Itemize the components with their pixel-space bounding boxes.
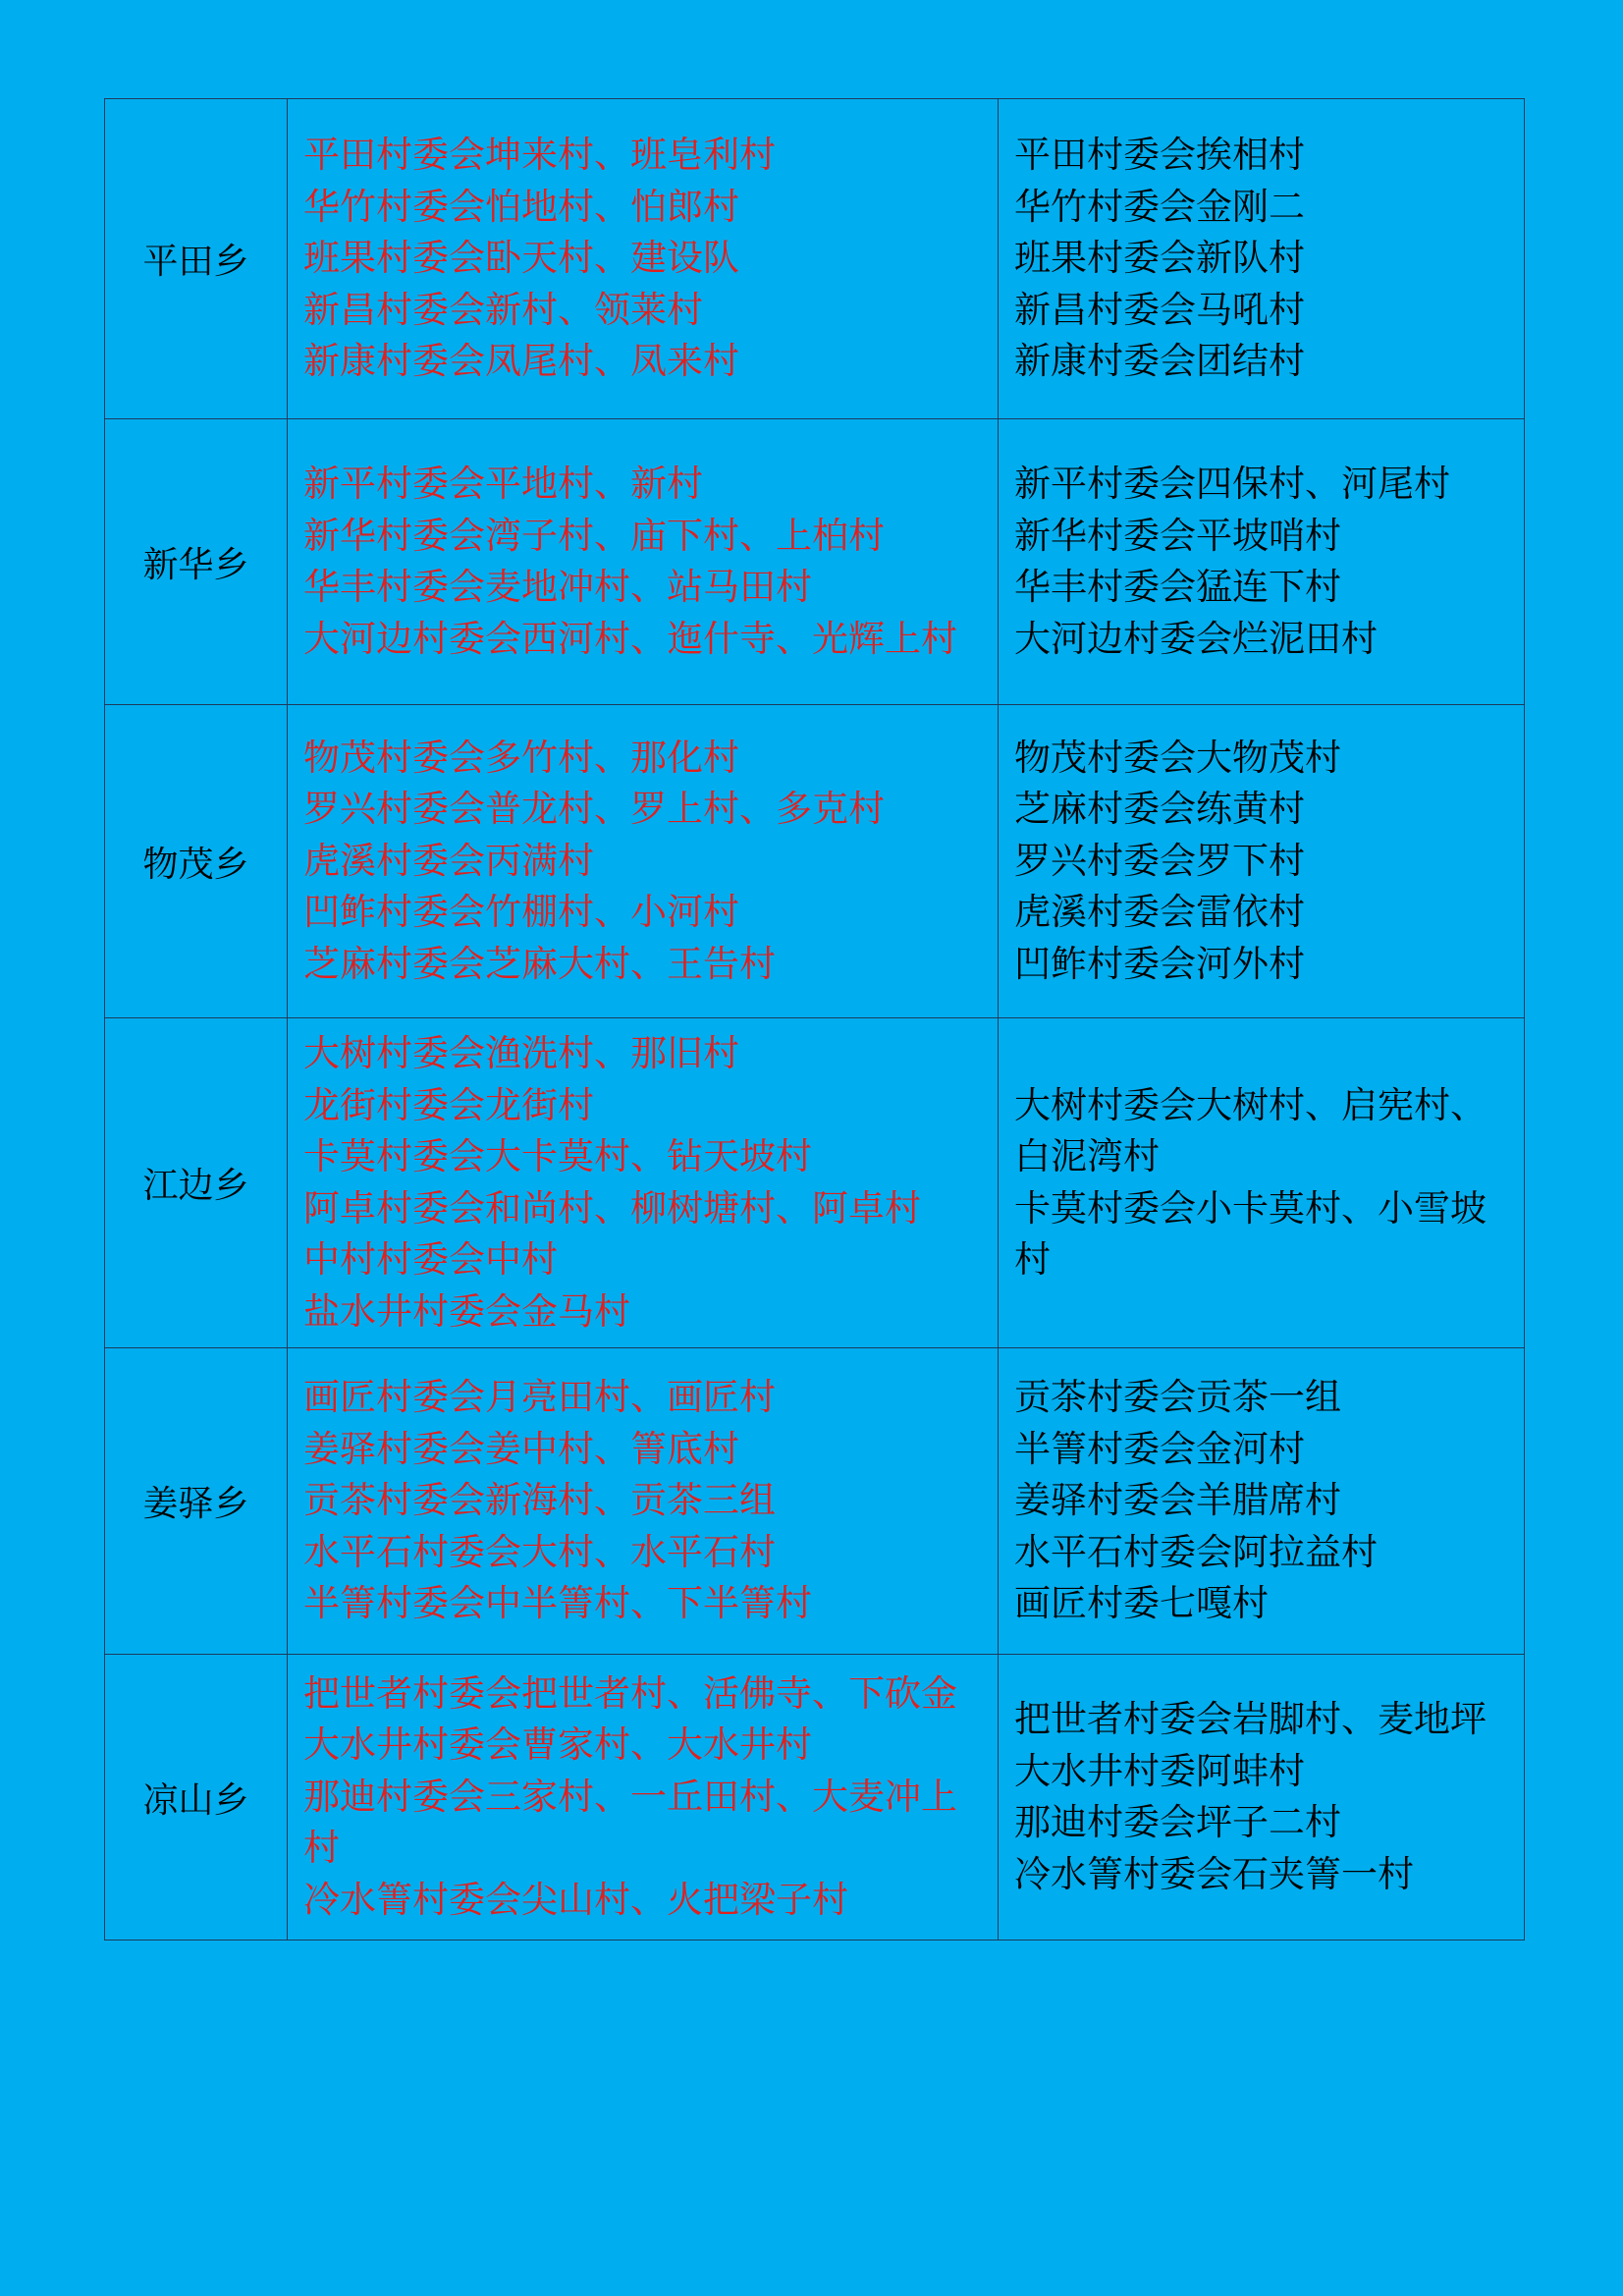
black-village-line: 大水井村委阿蚌村 bbox=[1014, 1749, 1305, 1792]
black-village-line: 新昌村委会马吼村 bbox=[1014, 288, 1305, 331]
red-village-line: 芝麻村委会芝麻大村、王告村 bbox=[303, 942, 776, 985]
red-village-line: 新华村委会湾子村、庙下村、上柏村 bbox=[303, 514, 885, 557]
table-row bbox=[105, 705, 1525, 1018]
black-village-line: 凹鲊村委会河外村 bbox=[1014, 942, 1305, 985]
black-village-list bbox=[999, 1348, 1525, 1655]
black-village-line: 水平石村委会阿拉益村 bbox=[1014, 1530, 1378, 1573]
red-village-line: 龙街村委会龙街村 bbox=[303, 1083, 594, 1126]
red-village-line: 新康村委会凤尾村、凤来村 bbox=[303, 340, 739, 383]
red-village-list bbox=[288, 705, 999, 1018]
red-village-line: 华竹村委会怕地村、怕郎村 bbox=[303, 185, 739, 228]
black-village-line: 贡茶村委会贡茶一组 bbox=[1014, 1376, 1341, 1419]
black-village-line: 物茂村委会大物茂村 bbox=[1014, 736, 1341, 779]
township-name: 物茂乡 bbox=[105, 705, 288, 1018]
red-village-line: 姜驿村委会姜中村、箐底村 bbox=[303, 1427, 739, 1470]
black-village-line: 那迪村委会坪子二村 bbox=[1014, 1801, 1341, 1843]
red-village-list bbox=[288, 419, 999, 705]
black-village-line: 新华村委会平坡哨村 bbox=[1014, 514, 1341, 557]
black-village-line: 冷水箐村委会石夹箐一村 bbox=[1014, 1852, 1414, 1895]
black-village-line: 半箐村委会金河村 bbox=[1014, 1427, 1305, 1470]
black-village-line: 卡莫村委会小卡莫村、小雪坡村 bbox=[1014, 1186, 1487, 1281]
red-village-line: 罗兴村委会普龙村、罗上村、多克村 bbox=[303, 788, 885, 831]
table-row bbox=[105, 1018, 1525, 1348]
black-village-line: 新康村委会团结村 bbox=[1014, 340, 1305, 383]
black-village-line: 把世者村委会岩脚村、麦地坪 bbox=[1014, 1698, 1487, 1740]
red-village-list bbox=[288, 1348, 999, 1655]
red-village-line: 把世者村委会把世者村、活佛寺、下砍金 bbox=[303, 1671, 957, 1715]
black-village-line: 华丰村委会猛连下村 bbox=[1014, 566, 1341, 608]
red-village-line: 虎溪村委会丙满村 bbox=[303, 839, 594, 882]
black-village-line: 平田村委会挨相村 bbox=[1014, 134, 1305, 177]
black-village-list bbox=[999, 1018, 1525, 1348]
red-village-line: 平田村委会坤来村、班皂利村 bbox=[303, 134, 776, 177]
red-village-line: 阿卓村委会和尚村、柳树塘村、阿卓村 bbox=[303, 1186, 921, 1230]
table-row bbox=[105, 419, 1525, 705]
red-village-line: 那迪村委会三家村、一丘田村、大麦冲上村 bbox=[303, 1775, 957, 1870]
red-village-line: 凹鲊村委会竹棚村、小河村 bbox=[303, 891, 739, 934]
black-village-line: 罗兴村委会罗下村 bbox=[1014, 839, 1305, 882]
table-body bbox=[105, 99, 1525, 1941]
black-village-list bbox=[999, 1655, 1525, 1941]
township-name: 江边乡 bbox=[105, 1018, 288, 1348]
black-village-line: 虎溪村委会雷依村 bbox=[1014, 891, 1305, 934]
township-name: 平田乡 bbox=[105, 99, 288, 419]
red-village-line: 冷水箐村委会尖山村、火把梁子村 bbox=[303, 1878, 848, 1921]
black-village-list bbox=[999, 99, 1525, 419]
table-row bbox=[105, 1655, 1525, 1941]
red-village-line: 大河边村委会西河村、迤什寺、光辉上村 bbox=[303, 617, 957, 660]
red-village-line: 大树村委会渔洗村、那旧村 bbox=[303, 1032, 739, 1074]
red-village-line: 半箐村委会中半箐村、下半箐村 bbox=[303, 1582, 812, 1625]
black-village-list bbox=[999, 705, 1525, 1018]
black-village-line: 大树村委会大树村、启宪村、白泥湾村 bbox=[1014, 1083, 1487, 1177]
township-name: 姜驿乡 bbox=[105, 1348, 288, 1655]
red-village-list bbox=[288, 99, 999, 419]
red-village-line: 华丰村委会麦地冲村、站马田村 bbox=[303, 566, 812, 608]
township-name: 凉山乡 bbox=[105, 1655, 288, 1941]
township-name: 新华乡 bbox=[105, 419, 288, 705]
red-village-line: 物茂村委会多竹村、那化村 bbox=[303, 736, 739, 779]
red-village-line: 卡莫村委会大卡莫村、钻天坡村 bbox=[303, 1135, 812, 1177]
red-village-line: 新昌村委会新村、领莱村 bbox=[303, 288, 703, 331]
table-row bbox=[105, 1348, 1525, 1655]
black-village-line: 班果村委会新队村 bbox=[1014, 237, 1305, 280]
black-village-line: 华竹村委会金刚二 bbox=[1014, 185, 1305, 228]
red-village-list bbox=[288, 1655, 999, 1941]
table-row bbox=[105, 99, 1525, 419]
black-village-line: 芝麻村委会练黄村 bbox=[1014, 788, 1305, 831]
black-village-list bbox=[999, 419, 1525, 705]
black-village-line: 姜驿村委会羊腊席村 bbox=[1014, 1479, 1341, 1522]
red-village-list bbox=[288, 1018, 999, 1348]
township-village-table bbox=[104, 98, 1525, 1941]
red-village-line: 中村村委会中村 bbox=[303, 1238, 558, 1281]
red-village-line: 盐水井村委会金马村 bbox=[303, 1289, 630, 1333]
black-village-line: 大河边村委会烂泥田村 bbox=[1014, 617, 1378, 660]
black-village-line: 新平村委会四保村、河尾村 bbox=[1014, 463, 1450, 505]
red-village-line: 画匠村委会月亮田村、画匠村 bbox=[303, 1376, 776, 1419]
red-village-line: 大水井村委会曹家村、大水井村 bbox=[303, 1723, 812, 1767]
red-village-line: 贡茶村委会新海村、贡茶三组 bbox=[303, 1479, 776, 1522]
red-village-line: 班果村委会卧天村、建设队 bbox=[303, 237, 739, 280]
black-village-line: 画匠村委七嘎村 bbox=[1014, 1582, 1269, 1625]
red-village-line: 新平村委会平地村、新村 bbox=[303, 463, 703, 505]
red-village-line: 水平石村委会大村、水平石村 bbox=[303, 1530, 776, 1573]
